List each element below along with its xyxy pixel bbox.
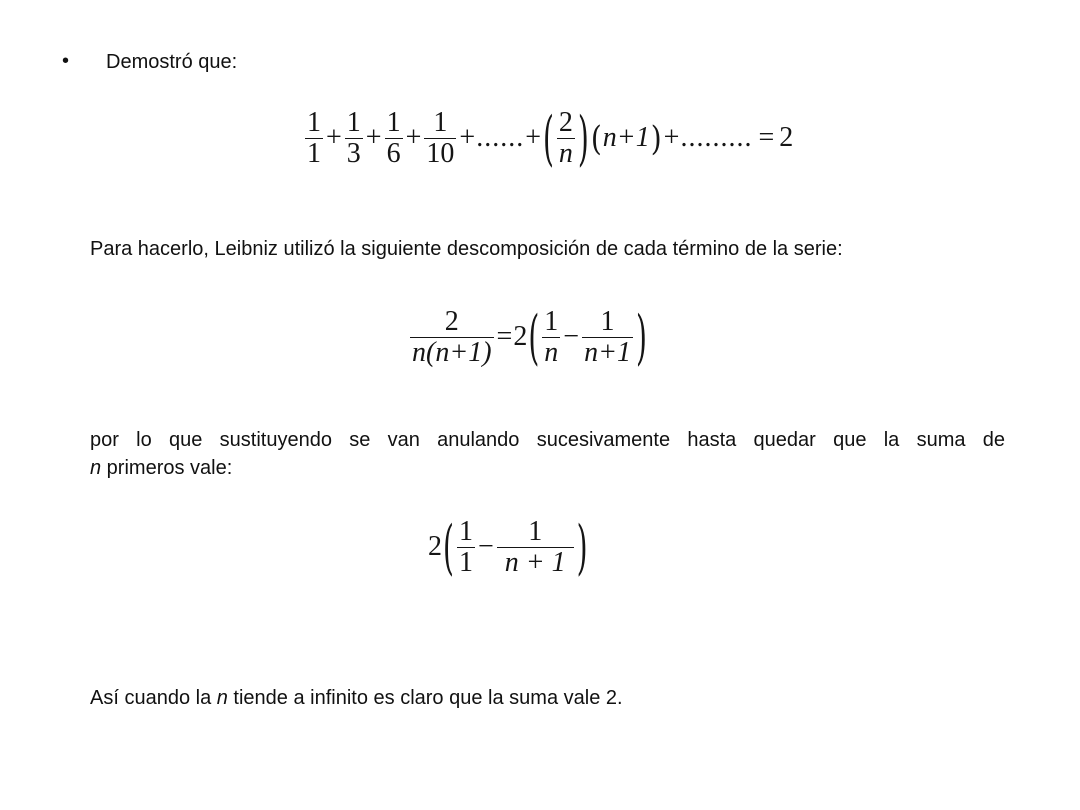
fraction-2-n: $\frac{2}{n}$ <box>558 107 573 169</box>
ellipsis-dots: ...... <box>476 122 525 153</box>
fraction-1-over-n: $\frac{1}{n}$ <box>544 306 559 368</box>
paragraph-cancellation-line2: n primeros vale: <box>90 457 233 479</box>
fraction-1-over-n-plus-1: $\frac{1}{n+1}$ <box>584 306 631 368</box>
fraction-1-6: $\frac{1}{6}$ <box>386 107 401 169</box>
left-paren: ( <box>443 512 454 582</box>
plus-sign: + <box>525 122 541 153</box>
left-paren: ( <box>542 103 554 173</box>
series-equation <box>303 92 794 184</box>
fraction-1-1: $\frac{1}{1}$ <box>307 107 321 169</box>
factor-n-plus-1: n+1 <box>602 122 650 153</box>
plus-sign: + <box>663 122 680 153</box>
coefficient: 2 <box>428 531 442 562</box>
plus-sign: + <box>459 122 476 153</box>
variable-n: n <box>216 687 228 709</box>
coefficient: 2 <box>513 321 528 352</box>
equals-sign: = <box>496 321 513 352</box>
fraction-2-over-n-n-plus-1: $\frac{2}{n(n+1)}$ <box>412 306 492 368</box>
variable-n: n <box>90 457 102 479</box>
minus-sign: − <box>563 321 580 352</box>
right-paren: ) <box>577 103 589 173</box>
decomposition-equation <box>408 292 648 382</box>
minus-sign: − <box>477 531 494 562</box>
equals-sign: = <box>758 122 775 153</box>
paragraph-cancellation-line1: por lo que sustituyendo se van anulando sucesivamente hasta quedar que la suma de <box>90 429 1005 451</box>
plus-sign: + <box>365 122 382 153</box>
right-paren: ) <box>576 512 588 582</box>
plus-sign: + <box>326 122 342 153</box>
fraction-1-over-1: $\frac{1}{1}$ <box>458 516 473 578</box>
partial-sum-equation <box>428 505 589 589</box>
bullet-marker: • <box>62 50 70 72</box>
fraction-1-10: $\frac{1}{10}$ <box>426 107 455 169</box>
result-value: 2 <box>779 122 794 153</box>
ellipsis-dots: ......... <box>680 122 753 153</box>
paragraph-conclusion: Así cuando la n tiende a infinito es claro que la suma vale 2. <box>90 687 623 709</box>
right-paren: ) <box>650 118 662 158</box>
left-paren: ( <box>590 118 602 158</box>
fraction-1-3: $\frac{1}{3}$ <box>346 107 361 169</box>
right-paren: ) <box>635 302 647 372</box>
plus-sign: + <box>405 122 422 153</box>
heading-text: Demostró que: <box>106 51 238 73</box>
left-paren: ( <box>528 302 540 372</box>
paragraph-leibniz-method: Para hacerlo, Leibniz utilizó la siguiente descomposición de cada término de la serie: <box>90 238 843 260</box>
fraction-1-over-n-plus-1: $\frac{1}{n + 1}$ <box>497 517 574 577</box>
